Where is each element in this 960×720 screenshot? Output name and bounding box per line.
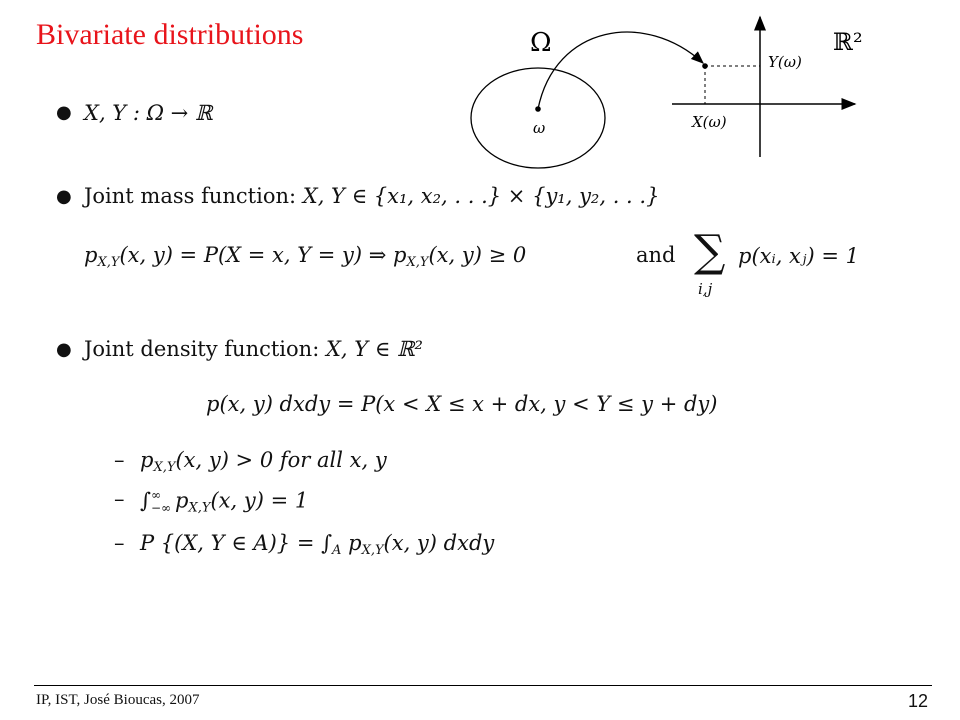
point-label: ω [533, 119, 546, 137]
footer-divider [34, 685, 932, 686]
x-omega-label: X(ω) [692, 113, 727, 131]
property-positive [140, 450, 387, 474]
joint-density-math: X, Y ∈ ℝ² [325, 337, 423, 361]
r2-label: ℝ² [833, 28, 863, 56]
joint-mass-label: Joint mass function: [84, 184, 303, 208]
page-number: 12 [907, 691, 928, 711]
sum-index: i,j [698, 280, 713, 298]
dash-3: – [114, 531, 125, 555]
dash-1: – [114, 448, 125, 472]
bullet-3: ● [56, 339, 72, 360]
y-omega-label: Y(ω) [768, 53, 802, 71]
pmf-subscript-2: X,Y [406, 255, 429, 270]
prop3-int-subscript: A [332, 543, 342, 558]
property-normalization [140, 489, 308, 515]
joint-density-line [84, 339, 423, 360]
pmf-subscript: X,Y [97, 255, 120, 270]
property-event-probability [140, 533, 494, 557]
dash-2: – [114, 487, 125, 511]
omega-label: Ω [530, 28, 552, 58]
bullet-2: ● [56, 186, 72, 207]
pmf-p: p [84, 243, 98, 267]
density-equation [206, 394, 717, 415]
density-definition: p(x, y) dxdy = P(x < X ≤ x + dx, y < Y ≤ y + dy) [206, 392, 718, 416]
joint-mass-line [84, 186, 659, 207]
joint-density-label: Joint density function: [84, 337, 326, 361]
integral-upper: ∞ [150, 488, 161, 502]
prop2-subscript: X,Y [188, 500, 211, 516]
mapping-math: X, Y : Ω → ℝ [84, 101, 213, 125]
pmf-nonneg: (x, y) ≥ 0 [428, 243, 527, 267]
and-word: and [636, 243, 676, 267]
prop1-p: p [140, 448, 154, 472]
sum-expression: p(xᵢ, xⱼ) = 1 [738, 244, 859, 268]
prop1-rest: (x, y) > 0 for all x, y [175, 448, 387, 472]
prop2-p: p [175, 488, 189, 513]
mapping-diagram [460, 5, 880, 170]
prop3-rest: (x, y) dxdy [383, 531, 495, 555]
mapping-definition [84, 103, 212, 124]
slide-title: Bivariate distributions [36, 18, 304, 51]
prop3-p: p [348, 531, 362, 555]
sum-symbol: ∑ [694, 226, 726, 277]
joint-mass-equation [84, 245, 526, 269]
sample-space-ellipse [471, 68, 605, 168]
pmf-definition: (x, y) = P(X = x, Y = y) ⇒ p [119, 243, 407, 267]
mapping-arrow [538, 32, 703, 109]
prop3-subscript: X,Y [361, 543, 384, 558]
integral-lower: −∞ [150, 501, 172, 515]
prop2-rest: (x, y) = 1 [210, 488, 309, 513]
integral-sign: ∫ [140, 488, 151, 513]
footer-credit: IP, IST, José Bioucas, 2007 [36, 692, 200, 708]
prop3-lhs: P {(X, Y ∈ A)} = ∫ [140, 531, 333, 555]
bullet-1: ● [56, 102, 72, 123]
joint-mass-math: X, Y ∈ {x₁, x₂, . . .} × {y₁, y₂, . . .} [302, 184, 660, 208]
prop1-subscript: X,Y [153, 460, 176, 475]
